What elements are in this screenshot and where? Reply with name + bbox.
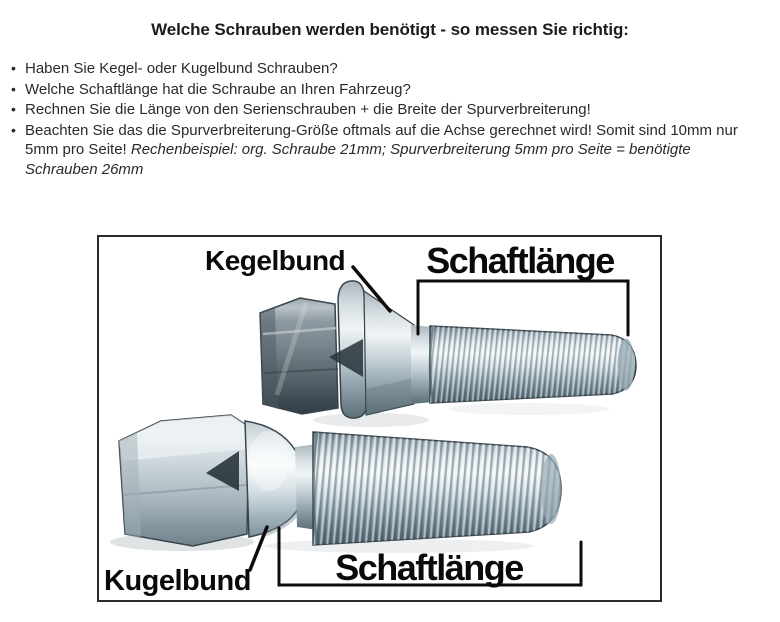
list-item-text: Haben Sie Kegel- oder Kugelbund Schrauben? (25, 60, 338, 77)
instruction-list (8, 59, 760, 180)
kugelbund-bolt (119, 415, 561, 546)
list-item (8, 100, 760, 120)
kegelbund-bolt (260, 281, 636, 418)
list-item-text: Rechnen Sie die Länge von den Serienschrauben + die Breite der Spurverbreiterung! (25, 101, 591, 118)
list-item (8, 80, 760, 100)
list-item (8, 59, 760, 79)
bolt-diagram (97, 235, 662, 602)
kugelbund-label: Kugelbund (104, 565, 251, 597)
list-item-example-text: Rechenbeispiel: org. Schraube 21mm; Spurverbreiterung 5mm pro Seite = benötigte Schrauben 26mm (25, 141, 691, 178)
schaftlaenge-bottom-label: Schaftlänge (335, 547, 523, 588)
list-item (8, 121, 760, 180)
list-item-text: Beachten Sie das die Spurverbreiterung-Größe oftmals auf die Achse gerechnet wird! Somit sind 10mm nur 5mm pro Seite! (25, 121, 738, 158)
schaftlaenge-top-label: Schaftlänge (426, 240, 614, 281)
kegelbund-label: Kegelbund (205, 245, 346, 276)
list-item-text: Welche Schaftlänge hat die Schraube an Ihren Fahrzeug? (25, 80, 411, 98)
bolt-photo (99, 237, 660, 600)
page-title: Welche Schrauben werden benötigt - so messen Sie richtig: (151, 20, 629, 39)
